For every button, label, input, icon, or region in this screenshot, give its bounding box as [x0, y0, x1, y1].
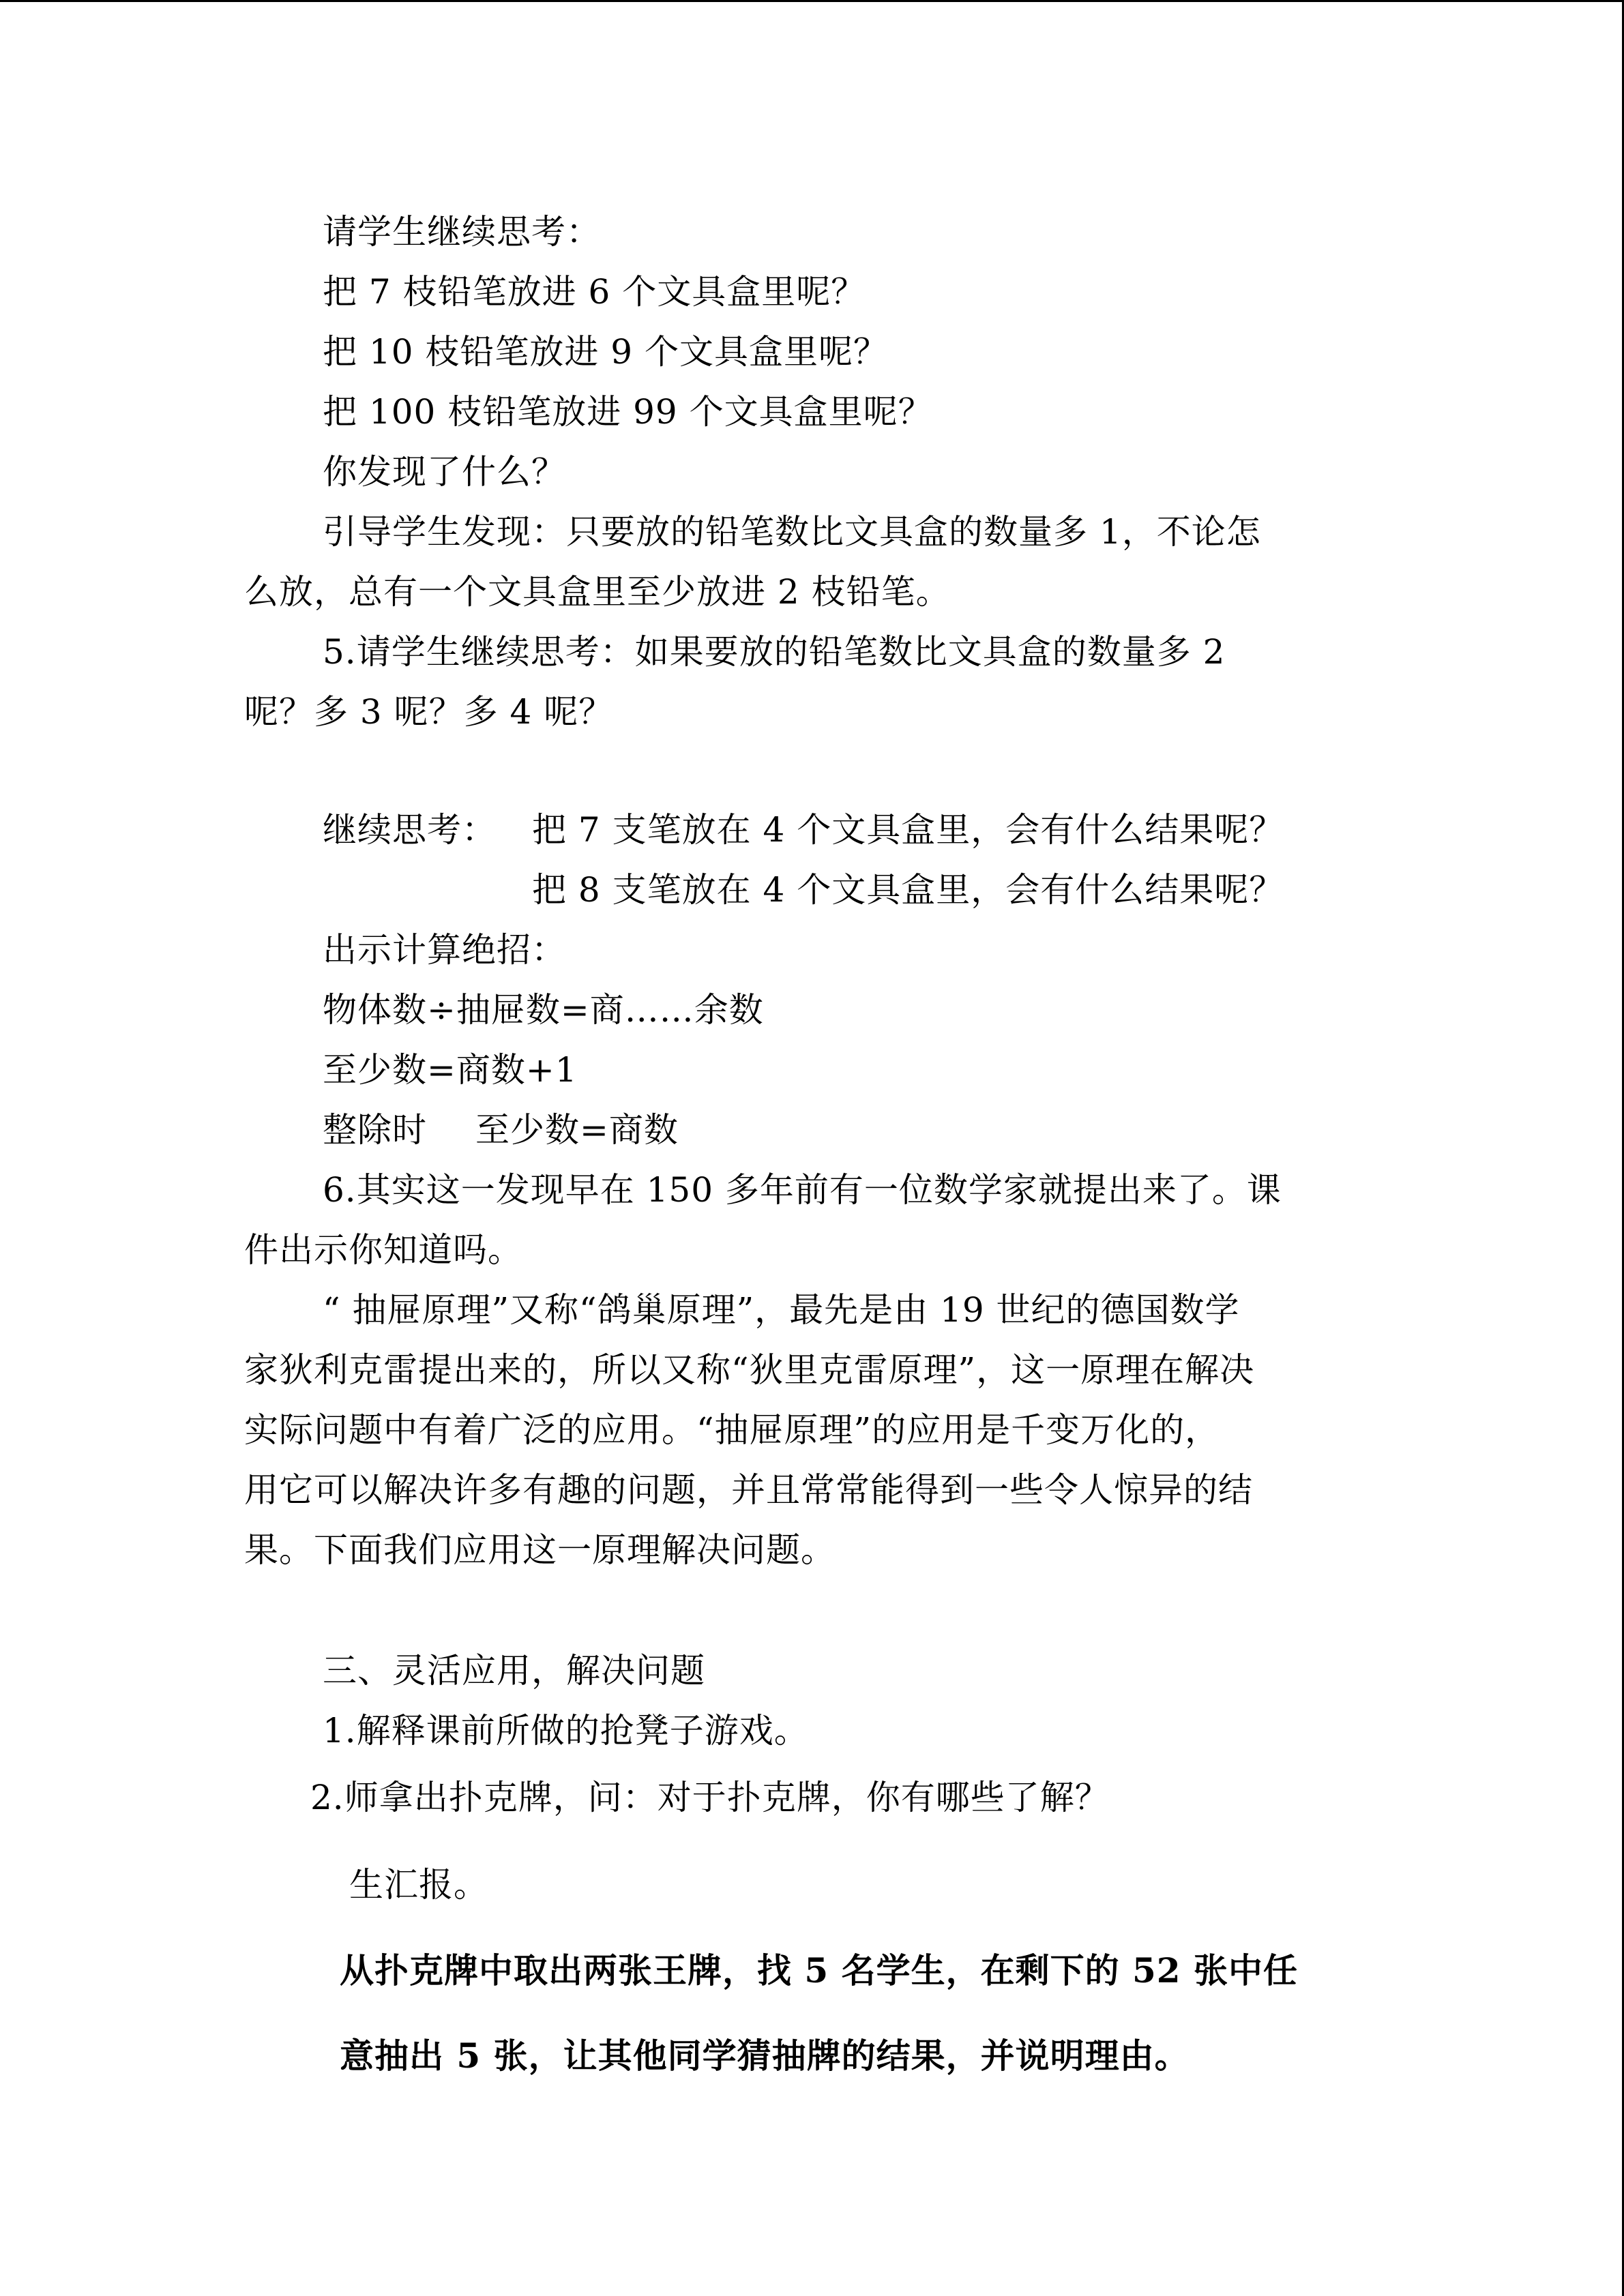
formula-line: 至少数=商数 — [475, 1110, 679, 1150]
text-line: 么放，总有一个文具盒里至少放进 2 枝铅笔。 — [244, 572, 951, 612]
text-line: 件出示你知道吗。 — [244, 1230, 522, 1270]
text-line: 果。下面我们应用这一原理解决问题。 — [244, 1530, 836, 1570]
text-line: 请学生继续思考： — [323, 212, 601, 252]
text-line: 家狄利克雷提出来的，所以又称“狄里克雷原理”，这一原理在解决 — [244, 1350, 1255, 1390]
text-line: 5.请学生继续思考：如果要放的铅笔数比文具盒的数量多 2 — [323, 632, 1226, 672]
text-line: 意抽出 5 张，让其他同学猜抽牌的结果，并说明理由。 — [340, 2036, 1190, 2076]
text-line: 把 7 支笔放在 4 个文具盒里，会有什么结果呢？ — [532, 810, 1284, 850]
text-line: 呢？多 3 呢？多 4 呢？ — [244, 692, 614, 732]
section-heading: 三、灵活应用，解决问题 — [323, 1651, 705, 1690]
text-line: 整除时 — [323, 1110, 427, 1150]
text-line: 把 7 枝铅笔放进 6 个文具盒里呢？ — [323, 272, 866, 312]
page-top-border — [0, 0, 1624, 2]
formula-line: 物体数÷抽屉数=商……余数 — [323, 990, 764, 1030]
text-line: 把 10 枝铅笔放进 9 个文具盒里呢？ — [323, 332, 889, 372]
text-line: 实际问题中有着广泛的应用。“抽屉原理”的应用是千变万化的， — [244, 1410, 1220, 1450]
text-line: 2.师拿出扑克牌，问：对于扑克牌，你有哪些了解？ — [310, 1778, 1110, 1817]
text-line: 出示计算绝招： — [323, 930, 566, 970]
text-line: 把 8 支笔放在 4 个文具盒里，会有什么结果呢？ — [532, 870, 1284, 910]
text-line: 用它可以解决许多有趣的问题，并且常常能得到一些令人惊异的结 — [244, 1470, 1253, 1510]
text-line: “ 抽屉原理”又称“鸽巢原理”，最先是由 19 世纪的德国数学 — [323, 1290, 1240, 1330]
text-line: 你发现了什么？ — [323, 452, 566, 492]
text-line: 继续思考： — [323, 810, 497, 850]
text-line: 把 100 枝铅笔放进 99 个文具盒里呢？ — [323, 392, 933, 432]
text-line: 从扑克牌中取出两张王牌，找 5 名学生，在剩下的 52 张中任 — [340, 1950, 1298, 1991]
text-line: 6.其实这一发现早在 150 多年前有一位数学家就提出来了。课 — [323, 1170, 1282, 1210]
formula-line: 至少数=商数+1 — [323, 1050, 578, 1090]
text-line: 生汇报。 — [349, 1865, 488, 1905]
text-line: 引导学生发现：只要放的铅笔数比文具盒的数量多 1，不论怎 — [323, 512, 1261, 552]
text-line: 1.解释课前所做的抢凳子游戏。 — [323, 1711, 809, 1750]
